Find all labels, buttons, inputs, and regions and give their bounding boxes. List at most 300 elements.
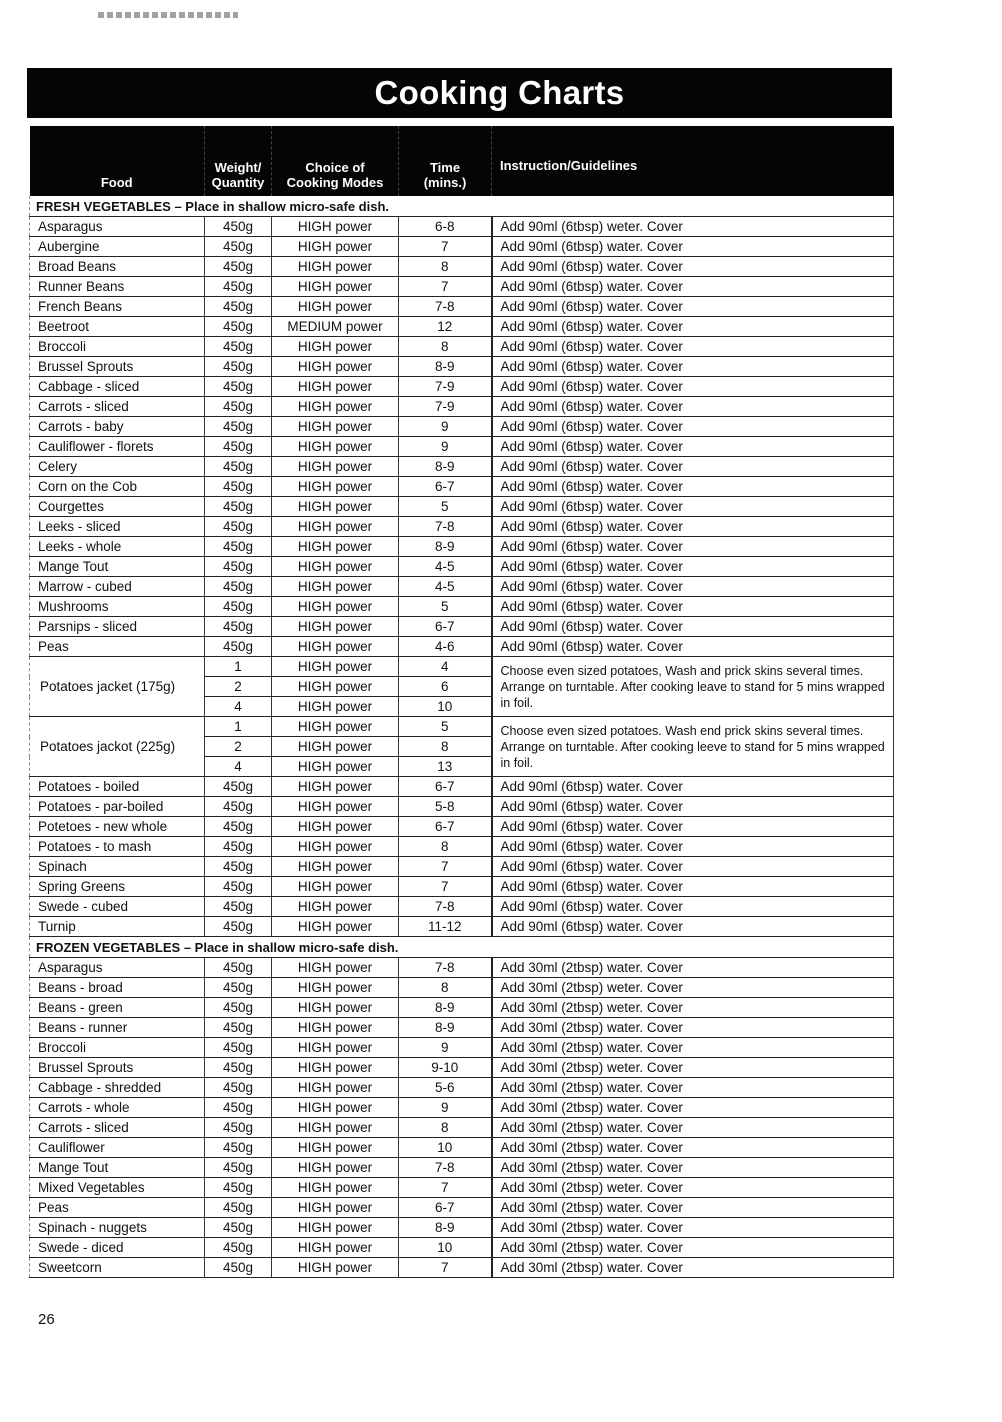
time-cell: 7 — [399, 857, 492, 877]
instruction-cell: Add 90ml (6tbsp) water. Cover — [492, 797, 894, 817]
quantity-cell: 450g — [205, 357, 272, 377]
cooking-mode-cell: HIGH power — [272, 1078, 399, 1098]
instruction-cell: Add 90ml (6tbsp) water. Cover — [492, 617, 894, 637]
table-row — [30, 577, 894, 597]
time-cell: 8 — [399, 1118, 492, 1138]
cooking-mode-cell: HIGH power — [272, 777, 399, 797]
table-row — [30, 597, 894, 617]
food-cell: Mange Tout — [30, 557, 205, 577]
quantity-cell: 450g — [205, 797, 272, 817]
cooking-mode-cell: HIGH power — [272, 797, 399, 817]
food-cell: Cabbage - sliced — [30, 377, 205, 397]
header-mode — [272, 126, 399, 196]
food-cell: Swede - cubed — [30, 897, 205, 917]
table-row — [30, 797, 894, 817]
table-row — [30, 377, 894, 397]
table-row — [30, 217, 894, 237]
food-cell: Carrots - sliced — [30, 1118, 205, 1138]
food-cell: Spinach - nuggets — [30, 1218, 205, 1238]
instruction-cell: Add 90ml (6tbsp) water. Cover — [492, 837, 894, 857]
instruction-cell: Add 30ml (2tbsp) weter. Cover — [492, 1058, 894, 1078]
instruction-cell: Add 30ml (2tbsp) water. Cover — [492, 1138, 894, 1158]
instruction-cell: Add 30ml (2tbsp) water. Cover — [492, 1158, 894, 1178]
section-frozen-vegetables — [30, 937, 894, 958]
title-banner — [27, 68, 892, 118]
instruction-cell: Add 90ml (6tbsp) water. Cover — [492, 437, 894, 457]
cooking-mode-cell: HIGH power — [272, 677, 399, 697]
cooking-mode-cell: HIGH power — [272, 437, 399, 457]
cooking-mode-cell: HIGH power — [272, 297, 399, 317]
cooking-mode-cell: HIGH power — [272, 1058, 399, 1078]
food-cell: Beans - green — [30, 998, 205, 1018]
food-cell: French Beans — [30, 297, 205, 317]
instruction-cell: Add 30ml (2tbsp) water. Cover — [492, 1258, 894, 1278]
quantity-cell: 450g — [205, 1258, 272, 1278]
cooking-mode-cell: HIGH power — [272, 697, 399, 717]
quantity-cell: 450g — [205, 417, 272, 437]
table-row — [30, 1178, 894, 1198]
food-cell: Spinach — [30, 857, 205, 877]
quantity-cell: 450g — [205, 637, 272, 657]
scan-artifact — [98, 12, 238, 18]
quantity-cell: 1 — [205, 717, 272, 737]
time-cell: 6-7 — [399, 1198, 492, 1218]
cooking-mode-cell: HIGH power — [272, 517, 399, 537]
instruction-cell: Add 90ml (6tbsp) water. Cover — [492, 397, 894, 417]
section-fresh-vegetables — [30, 196, 894, 217]
food-cell: Mange Tout — [30, 1158, 205, 1178]
header-time-line1: Time — [429, 160, 461, 175]
food-cell: Leeks - whole — [30, 537, 205, 557]
cooking-mode-cell: HIGH power — [272, 1218, 399, 1238]
food-cell: Celery — [30, 457, 205, 477]
table-row — [30, 1198, 894, 1218]
instruction-cell: Add 90ml (6tbsp) weter. Cover — [492, 217, 894, 237]
quantity-cell: 450g — [205, 477, 272, 497]
table-row — [30, 897, 894, 917]
table-row — [30, 1098, 894, 1118]
time-cell: 9 — [399, 1038, 492, 1058]
cooking-mode-cell: HIGH power — [272, 237, 399, 257]
table-row — [30, 1258, 894, 1278]
food-cell: Potatoes jacket (175g) — [30, 657, 205, 717]
instruction-cell: Add 90ml (6tbsp) water. Cover — [492, 377, 894, 397]
instruction-cell: Add 30ml (2tbsp) water. Cover — [492, 1098, 894, 1118]
quantity-cell: 450g — [205, 597, 272, 617]
time-cell: 7 — [399, 1258, 492, 1278]
time-cell: 9 — [399, 417, 492, 437]
table-row — [30, 777, 894, 797]
quantity-cell: 450g — [205, 897, 272, 917]
table-row — [30, 417, 894, 437]
time-cell: 7-8 — [399, 1158, 492, 1178]
table-body — [30, 196, 894, 1278]
time-cell: 8-9 — [399, 1218, 492, 1238]
food-cell: Runner Beans — [30, 277, 205, 297]
quantity-cell: 450g — [205, 1098, 272, 1118]
quantity-cell: 450g — [205, 777, 272, 797]
cooking-mode-cell: HIGH power — [272, 958, 399, 978]
cooking-mode-cell: HIGH power — [272, 1118, 399, 1138]
cooking-mode-cell: HIGH power — [272, 877, 399, 897]
table-row — [30, 857, 894, 877]
instruction-cell: Choose even sized potatoes. Wash end prick skins several times. Arrange on turntable. After cooking leeve to stand for 5 mins wrapped in foil. — [492, 717, 894, 777]
table-row — [30, 397, 894, 417]
time-cell: 7-8 — [399, 958, 492, 978]
table-row — [30, 1038, 894, 1058]
food-cell: Carrots - baby — [30, 417, 205, 437]
time-cell: 6-7 — [399, 617, 492, 637]
quantity-cell: 450g — [205, 237, 272, 257]
instruction-cell: Add 90ml (6tbsp) water. Cover — [492, 297, 894, 317]
instruction-cell: Add 90ml (6tbsp) water. Cover — [492, 577, 894, 597]
quantity-cell: 450g — [205, 998, 272, 1018]
instruction-cell: Add 90ml (6tbsp) water. Cover — [492, 597, 894, 617]
instruction-cell: Add 30ml (2tbsp) water. Cover — [492, 1038, 894, 1058]
instruction-cell: Add 90ml (6tbsp) water. Cover — [492, 857, 894, 877]
cooking-mode-cell: HIGH power — [272, 998, 399, 1018]
cooking-chart-table-container — [29, 126, 893, 1278]
cooking-mode-cell: HIGH power — [272, 557, 399, 577]
quantity-cell: 450g — [205, 277, 272, 297]
instruction-cell: Choose even sized potatoes, Wash and prick skins several times. Arrange on turntable. After cooking leave to stand for 5 mins wrapped in foil. — [492, 657, 894, 717]
time-cell: 8-9 — [399, 998, 492, 1018]
cooking-mode-cell: HIGH power — [272, 1238, 399, 1258]
food-cell: Sweetcorn — [30, 1258, 205, 1278]
food-cell: Beetroot — [30, 317, 205, 337]
time-cell: 6-7 — [399, 777, 492, 797]
cooking-mode-cell: HIGH power — [272, 497, 399, 517]
section-fresh-vegetables-label: FRESH VEGETABLES – Place in shallow micro-safe dish. — [30, 196, 894, 217]
table-row — [30, 1078, 894, 1098]
food-cell: Marrow - cubed — [30, 577, 205, 597]
time-cell: 5-6 — [399, 1078, 492, 1098]
quantity-cell: 450g — [205, 1138, 272, 1158]
time-cell: 7-8 — [399, 297, 492, 317]
table-row — [30, 1138, 894, 1158]
table-row — [30, 277, 894, 297]
time-cell: 8 — [399, 337, 492, 357]
instruction-cell: Add 30ml (2tbsp) water. Cover — [492, 958, 894, 978]
food-cell: Mixed Vegetables — [30, 1178, 205, 1198]
cooking-mode-cell: HIGH power — [272, 897, 399, 917]
food-cell: Asparagus — [30, 217, 205, 237]
header-food-label: Food — [100, 175, 133, 190]
quantity-cell: 450g — [205, 617, 272, 637]
header-mode-line2: Cooking Modes — [286, 175, 384, 190]
header-food — [30, 126, 205, 196]
time-cell: 4-5 — [399, 557, 492, 577]
header-qty-line2: Quantity — [211, 175, 265, 190]
cooking-mode-cell: HIGH power — [272, 217, 399, 237]
food-cell: Beans - runner — [30, 1018, 205, 1038]
cooking-mode-cell: HIGH power — [272, 1038, 399, 1058]
section-frozen-vegetables-label: FROZEN VEGETABLES – Place in shallow micro-safe dish. — [30, 937, 894, 958]
time-cell: 8-9 — [399, 457, 492, 477]
quantity-cell: 450g — [205, 837, 272, 857]
food-cell: Cabbage - shredded — [30, 1078, 205, 1098]
instruction-cell: Add 90ml (6tbsp) water. Cover — [492, 237, 894, 257]
time-cell: 10 — [399, 1138, 492, 1158]
header-time — [399, 126, 492, 196]
quantity-cell: 450g — [205, 297, 272, 317]
quantity-cell: 450g — [205, 1218, 272, 1238]
food-cell: Carrots - sliced — [30, 397, 205, 417]
time-cell: 8-9 — [399, 1018, 492, 1038]
food-cell: Peas — [30, 637, 205, 657]
table-row — [30, 297, 894, 317]
instruction-cell: Add 90ml (6tbsp) water. Cover — [492, 557, 894, 577]
instruction-cell: Add 90ml (6tbsp) water. Cover — [492, 457, 894, 477]
instruction-cell: Add 30ml (2tbsp) weter. Cover — [492, 998, 894, 1018]
quantity-cell: 450g — [205, 337, 272, 357]
table-row — [30, 637, 894, 657]
cooking-mode-cell: HIGH power — [272, 577, 399, 597]
time-cell: 5-8 — [399, 797, 492, 817]
quantity-cell: 450g — [205, 217, 272, 237]
header-row — [30, 126, 894, 196]
quantity-cell: 450g — [205, 397, 272, 417]
instruction-cell: Add 30ml (2tbsp) water. Cover — [492, 1118, 894, 1138]
food-cell: Leeks - sliced — [30, 517, 205, 537]
time-cell: 9 — [399, 1098, 492, 1118]
instruction-cell: Add 90ml (6tbsp) water. Cover — [492, 497, 894, 517]
instruction-cell: Add 90ml (6tbsp) water. Cover — [492, 897, 894, 917]
time-cell: 8 — [399, 837, 492, 857]
food-cell: Aubergine — [30, 237, 205, 257]
cooking-mode-cell: HIGH power — [272, 537, 399, 557]
food-cell: Parsnips - sliced — [30, 617, 205, 637]
instruction-cell: Add 90ml (6tbsp) water. Cover — [492, 537, 894, 557]
quantity-cell: 450g — [205, 1018, 272, 1038]
quantity-cell: 450g — [205, 457, 272, 477]
table-row — [30, 817, 894, 837]
table-row — [30, 958, 894, 978]
instruction-cell: Add 30ml (2tbsp) weter. Cover — [492, 978, 894, 998]
food-cell: Broccoli — [30, 1038, 205, 1058]
food-cell: Turnip — [30, 917, 205, 937]
time-cell: 8 — [399, 257, 492, 277]
time-cell: 8 — [399, 978, 492, 998]
instruction-cell: Add 90ml (6tbsp) water. Cover — [492, 817, 894, 837]
food-cell: Cauliflower - florets — [30, 437, 205, 457]
table-row — [30, 998, 894, 1018]
quantity-cell: 450g — [205, 1118, 272, 1138]
food-cell: Beans - broad — [30, 978, 205, 998]
quantity-cell: 450g — [205, 517, 272, 537]
quantity-cell: 450g — [205, 1038, 272, 1058]
quantity-cell: 4 — [205, 757, 272, 777]
quantity-cell: 450g — [205, 257, 272, 277]
instruction-cell: Add 90ml (6tbsp) water. Cover — [492, 257, 894, 277]
quantity-cell: 450g — [205, 1238, 272, 1258]
cooking-mode-cell: HIGH power — [272, 757, 399, 777]
food-cell: Spring Greens — [30, 877, 205, 897]
quantity-cell: 450g — [205, 1078, 272, 1098]
table-row — [30, 1158, 894, 1178]
table-row — [30, 317, 894, 337]
table-row — [30, 337, 894, 357]
cooking-mode-cell: HIGH power — [272, 1138, 399, 1158]
table-row — [30, 557, 894, 577]
cooking-mode-cell: HIGH power — [272, 657, 399, 677]
cooking-mode-cell: HIGH power — [272, 1158, 399, 1178]
time-cell: 4-5 — [399, 577, 492, 597]
instruction-cell: Add 30ml (2tbsp) water. Cover — [492, 1018, 894, 1038]
instruction-cell: Add 90ml (6tbsp) water. Cover — [492, 877, 894, 897]
instruction-cell: Add 90ml (6tbsp) water. Cover — [492, 317, 894, 337]
food-cell: Carrots - whole — [30, 1098, 205, 1118]
cooking-mode-cell: HIGH power — [272, 837, 399, 857]
quantity-cell: 450g — [205, 857, 272, 877]
food-cell: Broad Beans — [30, 257, 205, 277]
instruction-cell: Add 90ml (6tbsp) water. Cover — [492, 917, 894, 937]
cooking-mode-cell: HIGH power — [272, 397, 399, 417]
cooking-mode-cell: HIGH power — [272, 1258, 399, 1278]
time-cell: 5 — [399, 597, 492, 617]
time-cell: 8 — [399, 737, 492, 757]
table-row — [30, 917, 894, 937]
time-cell: 7 — [399, 277, 492, 297]
table-row — [30, 978, 894, 998]
food-cell: Mushrooms — [30, 597, 205, 617]
cooking-mode-cell: HIGH power — [272, 337, 399, 357]
table-row — [30, 1018, 894, 1038]
instruction-cell: Add 90ml (6tbsp) water. Cover — [492, 357, 894, 377]
time-cell: 7-8 — [399, 897, 492, 917]
page-title: Cooking Charts — [374, 74, 625, 111]
time-cell: 7 — [399, 1178, 492, 1198]
header-mode-line1: Choice of — [305, 160, 365, 175]
food-cell: Brussel Sprouts — [30, 1058, 205, 1078]
quantity-cell: 450g — [205, 497, 272, 517]
table-row — [30, 1058, 894, 1078]
cooking-mode-cell: HIGH power — [272, 737, 399, 757]
time-cell: 4 — [399, 657, 492, 677]
instruction-cell: Add 90ml (6tbsp) water. Cover — [492, 637, 894, 657]
food-cell: Swede - diced — [30, 1238, 205, 1258]
quantity-cell: 450g — [205, 557, 272, 577]
cooking-mode-cell: HIGH power — [272, 817, 399, 837]
food-cell: Corn on the Cob — [30, 477, 205, 497]
table-row — [30, 657, 894, 677]
table-row — [30, 1238, 894, 1258]
header-quantity — [205, 126, 272, 196]
instruction-cell: Add 30ml (2tbsp) water. Cover — [492, 1218, 894, 1238]
quantity-cell: 450g — [205, 958, 272, 978]
quantity-cell: 450g — [205, 437, 272, 457]
food-cell: Peas — [30, 1198, 205, 1218]
food-cell: Potatoes - par-boiled — [30, 797, 205, 817]
cooking-mode-cell: HIGH power — [272, 917, 399, 937]
table-row — [30, 537, 894, 557]
time-cell: 5 — [399, 497, 492, 517]
quantity-cell: 450g — [205, 1158, 272, 1178]
time-cell: 8-9 — [399, 537, 492, 557]
quantity-cell: 2 — [205, 737, 272, 757]
quantity-cell: 450g — [205, 1198, 272, 1218]
quantity-cell: 450g — [205, 577, 272, 597]
instruction-cell: Add 90ml (6tbsp) water. Cover — [492, 777, 894, 797]
quantity-cell: 450g — [205, 377, 272, 397]
quantity-cell: 450g — [205, 877, 272, 897]
quantity-cell: 450g — [205, 817, 272, 837]
instruction-cell: Add 90ml (6tbsp) water. Cover — [492, 417, 894, 437]
instruction-cell: Add 30ml (2tbsp) water. Cover — [492, 1078, 894, 1098]
cooking-mode-cell: HIGH power — [272, 1018, 399, 1038]
table-row — [30, 437, 894, 457]
time-cell: 7-9 — [399, 377, 492, 397]
table-row — [30, 497, 894, 517]
cooking-mode-cell: HIGH power — [272, 377, 399, 397]
quantity-cell: 4 — [205, 697, 272, 717]
header-time-line2: (mins.) — [423, 175, 467, 190]
header-qty-line1: Weight/ — [214, 160, 262, 175]
header-instructions-label: Instruction/Guidelines — [500, 157, 638, 173]
table-row — [30, 1118, 894, 1138]
time-cell: 10 — [399, 697, 492, 717]
cooking-mode-cell: HIGH power — [272, 597, 399, 617]
quantity-cell: 2 — [205, 677, 272, 697]
food-cell: Courgettes — [30, 497, 205, 517]
time-cell: 7-8 — [399, 517, 492, 537]
time-cell: 11-12 — [399, 917, 492, 937]
time-cell: 9-10 — [399, 1058, 492, 1078]
time-cell: 9 — [399, 437, 492, 457]
quantity-cell: 450g — [205, 317, 272, 337]
cooking-chart-table — [29, 126, 894, 1278]
table-row — [30, 457, 894, 477]
food-cell: Broccoli — [30, 337, 205, 357]
cooking-mode-cell: HIGH power — [272, 637, 399, 657]
cooking-mode-cell: HIGH power — [272, 857, 399, 877]
time-cell: 6-7 — [399, 817, 492, 837]
cooking-mode-cell: HIGH power — [272, 457, 399, 477]
quantity-cell: 1 — [205, 657, 272, 677]
table-row — [30, 1218, 894, 1238]
table-row — [30, 237, 894, 257]
cooking-mode-cell: HIGH power — [272, 357, 399, 377]
food-cell: Asparagus — [30, 958, 205, 978]
cooking-mode-cell: HIGH power — [272, 417, 399, 437]
cooking-mode-cell: HIGH power — [272, 1098, 399, 1118]
time-cell: 8-9 — [399, 357, 492, 377]
table-row — [30, 477, 894, 497]
food-cell: Potatoes - boiled — [30, 777, 205, 797]
food-cell: Brussel Sprouts — [30, 357, 205, 377]
food-cell: Cauliflower — [30, 1138, 205, 1158]
cooking-mode-cell: HIGH power — [272, 277, 399, 297]
cooking-mode-cell: HIGH power — [272, 717, 399, 737]
table-row — [30, 357, 894, 377]
time-cell: 4-6 — [399, 637, 492, 657]
time-cell: 6-8 — [399, 217, 492, 237]
instruction-cell: Add 90ml (6tbsp) water. Cover — [492, 477, 894, 497]
quantity-cell: 450g — [205, 917, 272, 937]
header-instructions — [492, 126, 894, 196]
table-row — [30, 257, 894, 277]
cooking-mode-cell: HIGH power — [272, 1178, 399, 1198]
time-cell: 7-9 — [399, 397, 492, 417]
quantity-cell: 450g — [205, 1058, 272, 1078]
food-cell: Potatoes - to mash — [30, 837, 205, 857]
instruction-cell: Add 90ml (6tbsp) water. Cover — [492, 517, 894, 537]
quantity-cell: 450g — [205, 1178, 272, 1198]
quantity-cell: 450g — [205, 978, 272, 998]
table-row — [30, 517, 894, 537]
time-cell: 5 — [399, 717, 492, 737]
cooking-mode-cell: HIGH power — [272, 257, 399, 277]
